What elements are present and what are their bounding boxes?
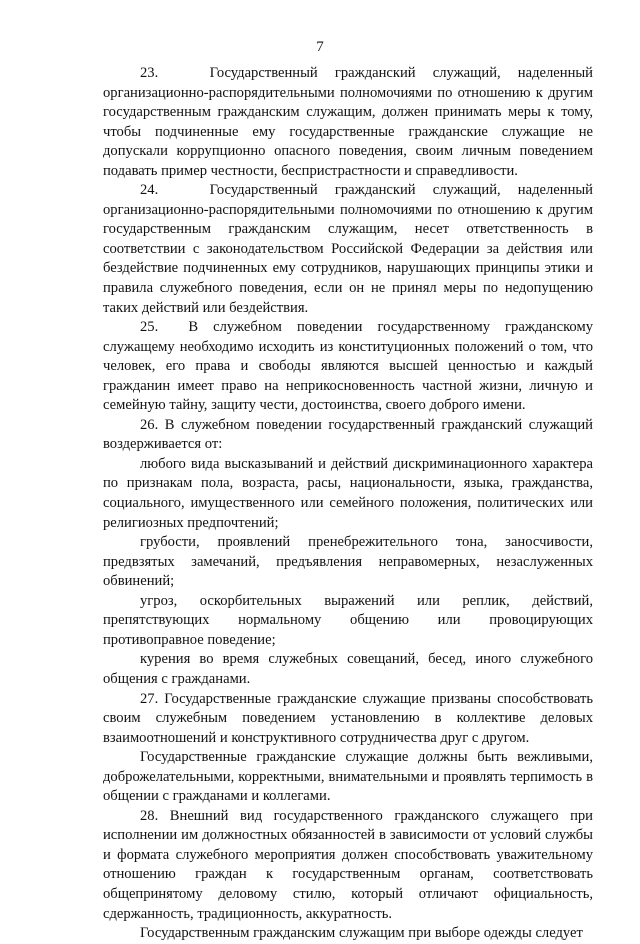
paragraph-25: 25. В служебном поведении государственному гражданскому служащему необходимо исходить из конституционных положений о том, что человек, его права и свободы являются высшей ценностью и каждый гражданин имеет право на неприкосновенность частной жизни, личную и семейную тайну, защиту чести, достоинства, своего доброго имени. — [103, 319, 593, 414]
paragraph-26: 26. В служебном поведении государственный гражданский служащий воздерживается от: — [103, 416, 593, 453]
paragraph-24: 24. Государственный гражданский служащий, наделенный организационно-распорядительными полномочиями по отношению к другим государственным гражданским служащим, несет ответственность в соответствии с законодательством Российской Федерации за действия или бездействие подчиненных ему сотрудников, нарушающих принципы этики и правила служебного поведения, если он не принял меры по недопущению таких действий или бездействия. — [103, 182, 593, 316]
paragraph-28: 28. Внешний вид государственного гражданского служащего при исполнении им должностных обязанностей в зависимости от условий службы и формата служебного мероприятия должен способствовать уважительному отношению граждан к государственным органам, соответствовать общепринятому деловому стилю, который отличают официальность, сдержанность, традиционность, аккуратность. — [103, 807, 593, 922]
paragraph-27: 27. Государственные гражданские служащие призваны способствовать своим служебным поведением установлению в коллективе деловых взаимоотношений и конструктивного сотрудничества друг с другом. — [103, 690, 593, 746]
page-number: 7 — [316, 39, 324, 55]
document-body — [103, 64, 593, 944]
paragraph-26-item-2: грубости, проявлений пренебрежительного тона, заносчивости, предвзятых замечаний, предъявления неправомерных, незаслуженных обвинений; — [103, 534, 593, 590]
paragraph-27-continued: Государственные гражданские служащие должны быть вежливыми, доброжелательными, корректными, внимательными и проявлять терпимость в общении с гражданами и коллегами. — [103, 749, 593, 805]
paragraph-23: 23. Государственный гражданский служащий, наделенный организационно-распорядительными полномочиями по отношению к другим государственным гражданским служащим, должен принимать меры к тому, чтобы подчиненные ему государственные гражданские служащие не допускали коррупционно опасного поведения, своим личным поведением подавать пример честности, беспристрастности и справедливости. — [103, 65, 593, 179]
paragraph-26-item-3: угроз, оскорбительных выражений или реплик, действий, препятствующих нормальному общению или провоцирующих противоправное поведение; — [103, 592, 593, 648]
paragraph-26-item-1: любого вида высказываний и действий дискриминационного характера по признакам пола, возраста, расы, национальности, языка, гражданства, социального, имущественного или семейного положения, политических или религиозных предпочтений; — [103, 455, 593, 531]
paragraph-28-continued: Государственным гражданским служащим при выборе одежды следует — [140, 925, 583, 942]
paragraph-26-item-4: курения во время служебных совещаний, бесед, иного служебного общения с гражданами. — [103, 651, 593, 687]
